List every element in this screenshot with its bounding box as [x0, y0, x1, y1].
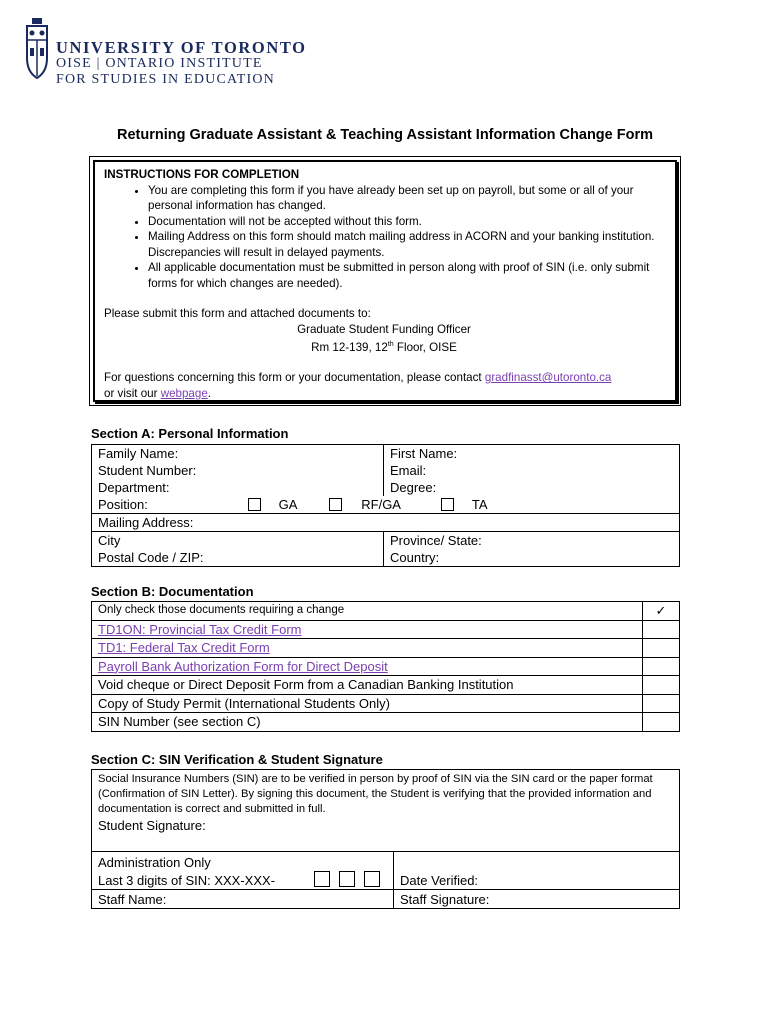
instructions-list: [104, 183, 664, 292]
country-field[interactable]: Country:: [384, 549, 680, 567]
email-link[interactable]: gradfinasst@utoronto.ca: [484, 371, 612, 385]
student-signature-field[interactable]: Student Signature:: [92, 817, 680, 852]
ga-label: GA: [278, 497, 298, 512]
postal-code-field[interactable]: Postal Code / ZIP:: [92, 549, 384, 567]
instruction-item: • All applicable documentation must be submitted in person along with proof of SIN (i.e. only submit forms for which changes are needed).: [148, 260, 664, 291]
instruction-item: • Mailing Address on this form should match mailing address in ACORN and your banking institution. Discrepancies will result in delayed payments.: [148, 229, 664, 260]
doc-check-td1[interactable]: [643, 639, 680, 658]
office-name: Graduate Student Funding Officer: [297, 322, 471, 336]
mailing-address-field[interactable]: Mailing Address:: [92, 514, 680, 532]
ta-checkbox[interactable]: [441, 498, 454, 511]
instruction-item: • You are completing this form if you have already been set up on payroll, but some or all of your personal information has changed.: [148, 183, 664, 214]
position-label: Position:: [98, 497, 148, 512]
instructions-heading: INSTRUCTIONS FOR COMPLETION: [104, 168, 300, 181]
questions-line: For questions concerning this form or your documentation, please contact gradfinasst@utoronto.ca: [104, 371, 612, 385]
sin-notice: Social Insurance Numbers (SIN) are to be verified in person by proof of SIN via the SIN card or the paper format (Confirmation of SIN Letter). By signing this document, the Student is verifying that the provided information and documentation is correct and submitted in full.: [92, 770, 680, 818]
admin-only-label: Administration Only: [98, 855, 211, 870]
sin-digit-box-1[interactable]: [314, 871, 330, 887]
logo-studies-line: FOR STUDIES IN EDUCATION: [56, 72, 275, 87]
degree-field[interactable]: Degree:: [384, 479, 680, 496]
sin-digit-box-3[interactable]: [364, 871, 380, 887]
doc-row-sin: SIN Number (see section C): [92, 713, 643, 732]
doc-check-td1on[interactable]: [643, 620, 680, 639]
doc-check-study-permit[interactable]: [643, 694, 680, 713]
webpage-link[interactable]: webpage: [160, 386, 208, 400]
documentation-header: Only check those documents requiring a change: [92, 602, 643, 621]
doc-row-void-cheque: Void cheque or Direct Deposit Form from a Canadian Banking Institution: [92, 676, 643, 695]
university-crest-icon: [24, 18, 50, 80]
position-row: [92, 496, 680, 514]
student-number-field[interactable]: Student Number:: [92, 462, 384, 479]
td1-link[interactable]: TD1: Federal Tax Credit Form: [98, 640, 270, 655]
first-name-field[interactable]: First Name:: [384, 445, 680, 463]
admin-section: [92, 852, 394, 890]
section-a-title: Section A: Personal Information: [91, 426, 289, 441]
documentation-table: [91, 601, 680, 732]
last3-label: Last 3 digits of SIN: XXX-XXX-: [98, 873, 276, 888]
province-field[interactable]: Province/ State:: [384, 532, 680, 550]
section-c-title: Section C: SIN Verification & Student Signature: [91, 752, 383, 767]
visit-line: or visit our webpage.: [104, 386, 211, 400]
sin-digits-row: [98, 871, 387, 889]
sin-verification-table: [91, 769, 680, 909]
rfga-label: RF/GA: [361, 497, 401, 512]
form-title: Returning Graduate Assistant & Teaching Assistant Information Change Form: [116, 127, 654, 143]
personal-info-table: [91, 444, 680, 567]
rfga-checkbox[interactable]: [329, 498, 342, 511]
date-verified-field[interactable]: Date Verified:: [394, 852, 680, 890]
submit-line: Please submit this form and attached documents to:: [104, 307, 371, 320]
instruction-item: • Documentation will not be accepted without this form.: [148, 214, 664, 230]
doc-row-td1: [92, 639, 643, 658]
department-field[interactable]: Department:: [92, 479, 384, 496]
family-name-field[interactable]: Family Name:: [92, 445, 384, 463]
city-field[interactable]: City: [92, 532, 384, 550]
doc-check-void-cheque[interactable]: [643, 676, 680, 695]
doc-check-payroll[interactable]: [643, 657, 680, 676]
doc-row-td1on: [92, 620, 643, 639]
doc-row-payroll: [92, 657, 643, 676]
doc-check-sin[interactable]: [643, 713, 680, 732]
logo-university-name: UNIVERSITY OF TORONTO: [56, 38, 307, 57]
td1on-link[interactable]: TD1ON: Provincial Tax Credit Form: [98, 621, 302, 637]
doc-row-study-permit: Copy of Study Permit (International Students Only): [92, 694, 643, 713]
instructions-content: [104, 167, 664, 401]
staff-name-field[interactable]: Staff Name:: [92, 890, 394, 909]
ga-checkbox[interactable]: [248, 498, 261, 511]
sin-digit-box-2[interactable]: [339, 871, 355, 887]
office-room: Rm 12-139, 12th Floor, OISE: [311, 340, 457, 354]
section-b-title: Section B: Documentation: [91, 584, 254, 599]
staff-signature-field[interactable]: Staff Signature:: [394, 890, 680, 909]
logo-institute-line: OISE | ONTARIO INSTITUTE: [56, 56, 263, 71]
check-mark-icon: ✓: [643, 602, 680, 621]
payroll-link[interactable]: Payroll Bank Authorization Form for Direct Deposit: [98, 658, 388, 674]
email-field[interactable]: Email:: [384, 462, 680, 479]
ta-label: TA: [471, 497, 488, 512]
